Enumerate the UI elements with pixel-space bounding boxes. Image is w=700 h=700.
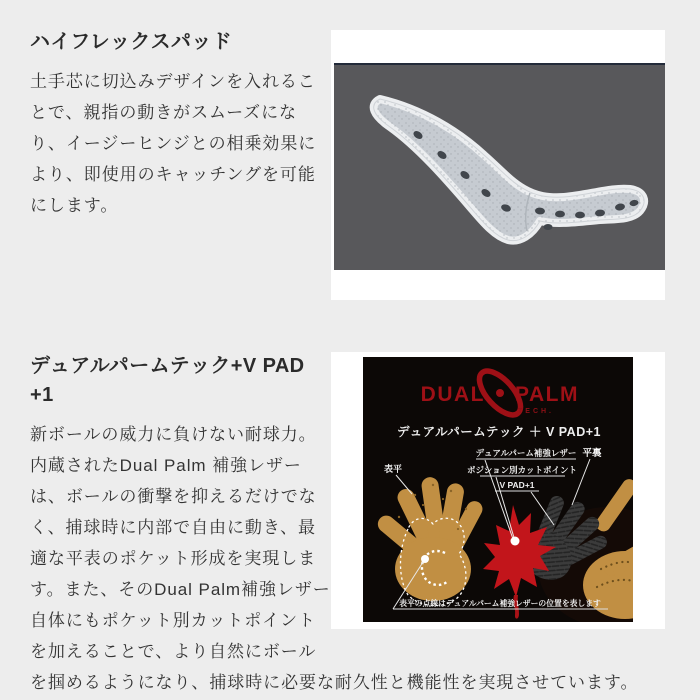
- section-high-flex-pad: [30, 28, 665, 300]
- section-body-high-flex-pad: 土手芯に切込みデザインを入れることで、親指の動きがスムーズになり、イージーヒンジとの相乗効果により、即使用のキャッチングを可能にします。: [30, 72, 317, 215]
- logo-text-tech: TECH.: [518, 408, 554, 415]
- marker-dot-leather: [511, 537, 520, 546]
- label-palm-front: 表平: [384, 464, 403, 474]
- logo-text-palm: PALM: [515, 383, 579, 406]
- dual-palm-diagram-card: [331, 352, 665, 629]
- felt-pad-illustration: [334, 65, 665, 270]
- high-flex-pad-image-card: [331, 30, 665, 300]
- diagram-title: デュアルパームテック ＋ V PAD+1: [397, 425, 601, 439]
- dual-palm-diagram: [363, 357, 633, 622]
- section-heading-high-flex-pad: ハイフレックスパッド: [30, 31, 233, 53]
- dual-palm-tech-illustration: [363, 357, 633, 622]
- marker-dot-palm: [421, 555, 429, 563]
- label-vpad: V PAD+1: [499, 480, 535, 490]
- label-reinforce-leather: デュアルパーム補強レザー: [475, 448, 577, 458]
- high-flex-pad-photo: [334, 63, 665, 270]
- section-body-dual-palm: 新ボールの威力に負けない耐球力。内蔵されたDual Palm 補強レザーは、ボールの衝撃を抑えるだけでなく、捕球時に内部で自由に動き、最適な平表のポケット形成を実現します。また、そのDual Palm補強レザー自体にもポケット別カットポイントを加えることで、より自然にボールを掴めるようになり、捕球時に必要な耐久性と機能性を実現させています。: [30, 425, 639, 692]
- logo-text-dual: DUAL: [420, 383, 485, 406]
- label-palm-back: 平裏: [582, 448, 602, 459]
- felt-pad-shape: [374, 99, 644, 241]
- logo-dot-icon: [496, 389, 504, 397]
- diagram-caption-text: 表平の点線はデュアルパーム補強レザーの位置を表します: [399, 599, 601, 608]
- section-dual-palm-tech: [30, 352, 665, 698]
- label-cut-point: ポジション別カットポイント: [466, 465, 578, 475]
- section-heading-dual-palm: デュアルパームテック+V PAD +1: [30, 355, 305, 406]
- diagram-caption: [393, 598, 608, 609]
